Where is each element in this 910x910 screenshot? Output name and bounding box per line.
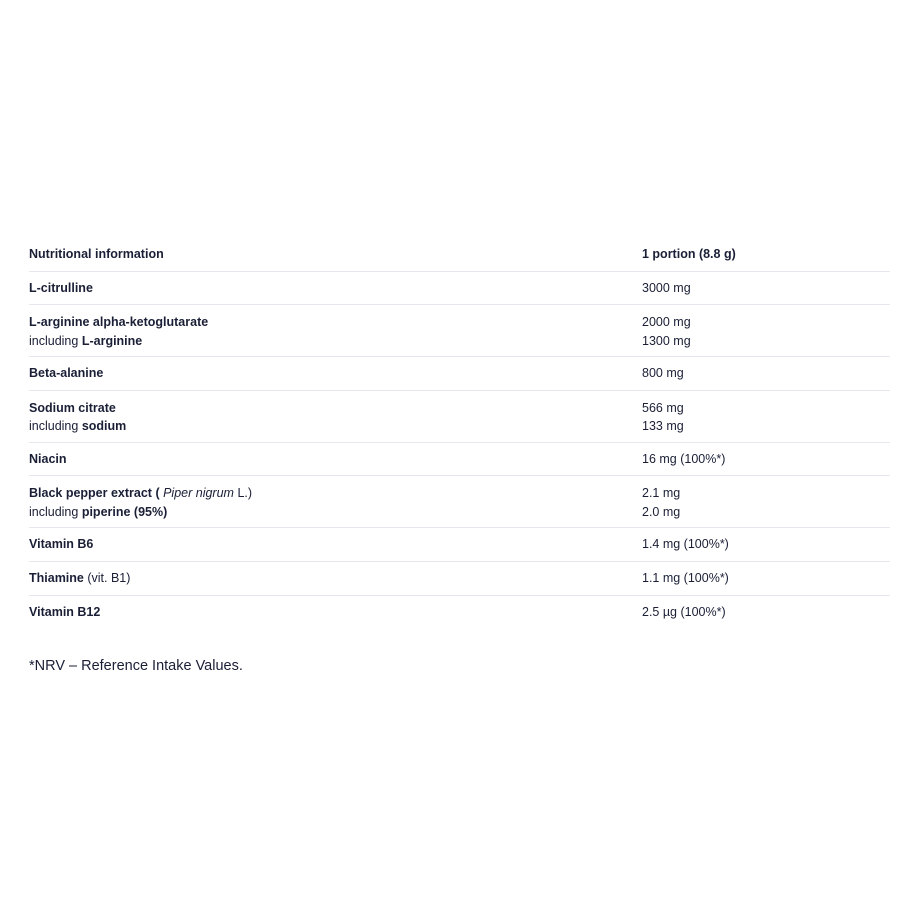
sub-nutrient-value: 1300 mg — [642, 333, 691, 348]
table-row — [29, 357, 890, 391]
nutrient-name: Sodium citrate — [29, 400, 116, 415]
sub-nutrient-name: sodium — [81, 419, 127, 434]
nutrient-value: 3000 mg — [642, 280, 691, 295]
nutrient-name: Thiamine — [29, 571, 84, 586]
table-row — [29, 272, 890, 306]
sub-nutrient-value: 133 mg — [642, 419, 684, 434]
nutrient-value: 566 mg — [642, 400, 684, 415]
table-row — [29, 528, 890, 562]
nutrient-name-suffix: (vit. B1) — [83, 571, 131, 586]
nutrient-name: L-citrulline — [29, 280, 93, 295]
nutrient-value: 1.1 mg (100%*) — [642, 571, 729, 586]
nutrient-name-cell — [29, 399, 642, 436]
nutrient-name: Black pepper extract ( — [29, 486, 164, 501]
nutrient-value-cell — [642, 484, 680, 521]
nutrient-value: 1.4 mg (100%*) — [642, 537, 729, 552]
nutrient-name-line — [29, 484, 642, 503]
nrv-footnote: *NRV – Reference Intake Values. — [29, 658, 243, 674]
header-value: 1 portion (8.8 g) — [642, 247, 736, 262]
sub-prefix: including — [29, 333, 82, 348]
nutrient-value: 800 mg — [642, 366, 684, 381]
nutrient-value-cell — [642, 399, 684, 436]
table-header-row — [29, 238, 890, 272]
nutrient-name: L-arginine alpha-ketoglutarate — [29, 315, 209, 330]
table-row — [29, 596, 890, 630]
nutrient-value: 16 mg (100%*) — [642, 451, 726, 466]
nutrient-name: Beta-alanine — [29, 366, 104, 381]
nutrient-sub-line — [29, 417, 642, 436]
nutrient-sub-line — [29, 503, 642, 522]
sub-prefix: including — [29, 504, 82, 519]
nutrient-value: 2.1 mg — [642, 486, 681, 501]
table-row — [29, 305, 890, 357]
nutrient-name: Vitamin B6 — [29, 537, 94, 552]
nutrient-value-cell — [642, 313, 691, 350]
nutrient-name-cell — [29, 569, 642, 588]
table-row — [29, 562, 890, 596]
nutrient-name: Niacin — [29, 451, 67, 466]
table-row — [29, 476, 890, 528]
nutrient-value: 2.5 µg (100%*) — [642, 605, 726, 620]
latin-suffix: L.) — [233, 486, 253, 501]
nutrition-table — [29, 238, 890, 629]
sub-prefix: including — [29, 419, 82, 434]
nutrient-name-cell — [29, 484, 642, 521]
table-row — [29, 391, 890, 443]
sub-nutrient-value: 2.0 mg — [642, 504, 681, 519]
nutrient-sub-line — [29, 332, 642, 351]
table-row — [29, 443, 890, 477]
nutrient-value: 2000 mg — [642, 315, 691, 330]
nutrient-name-cell — [29, 313, 642, 350]
sub-nutrient-name: piperine (95%) — [81, 504, 168, 519]
sub-nutrient-name: L-arginine — [81, 333, 143, 348]
latin-name: Piper nigrum — [163, 486, 234, 501]
header-name: Nutritional information — [29, 247, 164, 262]
nutrient-name: Vitamin B12 — [29, 605, 101, 620]
